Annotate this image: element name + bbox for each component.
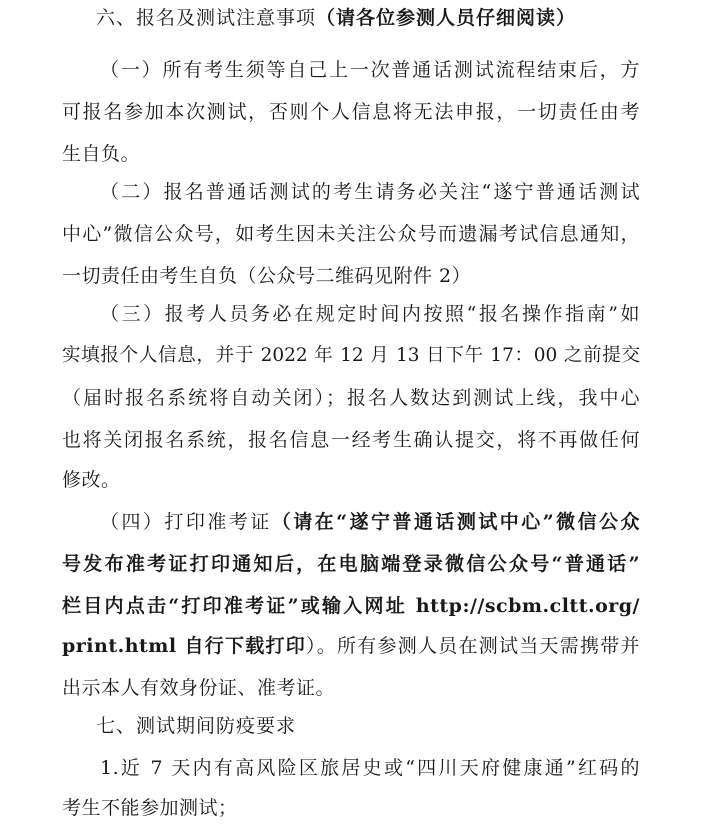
section-heading-6-text: 六、报名及测试注意事项: [96, 7, 317, 29]
paragraph-4-line-4-bold: print.html 自行下载打印: [62, 635, 306, 657]
paragraph-3-line-3: （届时报名系统将自动关闭）；报名人数达到测试上线，我中心: [62, 387, 640, 409]
paragraph-3-line-1: （三）报考人员务必在规定时间内按照“报名操作指南”如: [100, 303, 640, 325]
section-7-item-1-line-1: 1.近 7 天内有高风险区旅居史或“四川天府健康通”红码的: [100, 757, 640, 779]
paragraph-2-line-2: 中心”微信公众号，如考生因未关注公众号而遗漏考试信息通知，: [62, 223, 640, 245]
paragraph-3-line-2: 实填报个人信息，并于 2022 年 12 月 13 日下午 17：00 之前提交: [62, 345, 640, 366]
paragraph-1-line-2: 可报名参加本次测试，否则个人信息将无法申报，一切责任由考: [62, 101, 640, 123]
section-7-item-1-line-2: 考生不能参加测试；: [62, 797, 238, 819]
section-heading-7: 七、测试期间防疫要求: [96, 715, 297, 737]
paragraph-4-line-5: 出示本人有效身份证、准考证。: [62, 677, 336, 699]
paragraph-4-line-3: 栏目内点击“打印准考证”或输入网址 http://scbm.cltt.org/: [62, 595, 640, 617]
paragraph-4-line-4: [62, 632, 640, 660]
paragraph-3-line-4: 也将关闭报名系统，报名信息一经考生确认提交，将不再做任何: [62, 429, 640, 451]
paragraph-2-line-3: 一切责任由考生自负（公众号二维码见附件 2）: [62, 265, 472, 287]
section-heading-6-note: （请各位参测人员仔细阅读）: [316, 7, 577, 29]
paragraph-3-line-5: 修改。: [62, 469, 121, 491]
paragraph-4-line-2: 号发布准考证打印通知后，在电脑端登录微信公众号“普通话”: [62, 553, 640, 575]
paragraph-1-line-1: （一）所有考生须等自己上一次普通话测试流程结束后，方: [100, 59, 640, 81]
paragraph-4-line-1-normal: （四）打印准考证: [100, 511, 272, 533]
paragraph-4-line-1-bold: （请在“遂宁普通话测试中心”微信公众: [271, 511, 640, 533]
paragraph-4-line-1: [100, 508, 640, 536]
paragraph-2-line-1: （二）报名普通话测试的考生请务必关注“遂宁普通话测试: [100, 181, 640, 203]
section-heading-6: [96, 4, 576, 32]
paragraph-4-line-4-normal: ）。所有参测人员在测试当天需携带并: [306, 635, 640, 657]
paragraph-1-line-3: 生自负。: [62, 143, 141, 165]
